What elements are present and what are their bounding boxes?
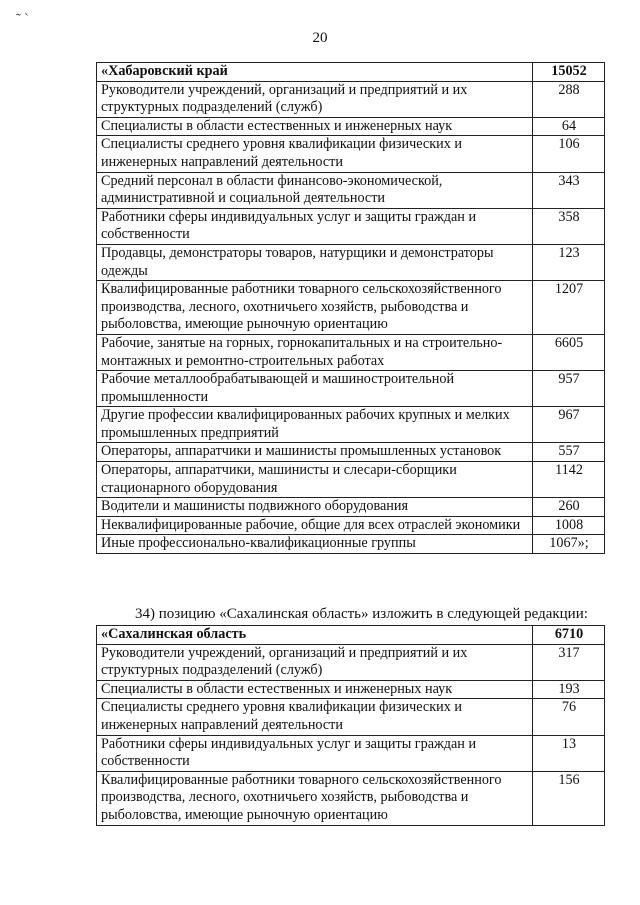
occupation-group-name: Средний персонал в области финансово-экономической, административной и социальной деятельности [97, 172, 533, 208]
table-row [97, 699, 605, 735]
occupation-group-name: Иные профессионально-квалификационные группы [97, 535, 533, 554]
occupation-group-name: Неквалифицированные рабочие, общие для всех отраслей экономики [97, 516, 533, 535]
table-row [97, 644, 605, 680]
occupation-group-name: Операторы, аппаратчики и машинисты промышленных установок [97, 443, 533, 462]
occupation-group-name: Специалисты среднего уровня квалификации физических и инженерных направлений деятельности [97, 136, 533, 172]
occupation-group-name: Другие профессии квалифицированных рабочих крупных и мелких промышленных предприятий [97, 407, 533, 443]
occupation-group-name: Операторы, аппаратчики, машинисты и слесари-сборщики стационарного оборудования [97, 462, 533, 498]
table-row [97, 443, 605, 462]
occupation-group-count: 1142 [533, 462, 605, 498]
table-row [97, 117, 605, 136]
occupation-group-count: 1207 [533, 281, 605, 335]
table-header-row [97, 63, 605, 82]
table-row [97, 462, 605, 498]
occupation-group-name: Рабочие, занятые на горных, горнокапитальных и на строительно-монтажных и ремонтно-строительных работах [97, 334, 533, 370]
occupation-group-count: 13 [533, 735, 605, 771]
occupation-group-count: 260 [533, 498, 605, 517]
table-row [97, 680, 605, 699]
region-name: «Хабаровский край [97, 63, 533, 82]
occupation-group-count: 64 [533, 117, 605, 136]
occupation-group-count: 967 [533, 407, 605, 443]
occupation-group-count: 288 [533, 81, 605, 117]
occupation-group-name: Руководители учреждений, организаций и предприятий и их структурных подразделений (служб) [97, 81, 533, 117]
table-row [97, 535, 605, 554]
table-row [97, 516, 605, 535]
table-row [97, 244, 605, 280]
table-row [97, 136, 605, 172]
table-row [97, 371, 605, 407]
table-row [97, 81, 605, 117]
occupation-group-count: 1008 [533, 516, 605, 535]
table-header-row [97, 626, 605, 645]
table-row [97, 498, 605, 517]
occupation-group-count: 193 [533, 680, 605, 699]
occupation-group-name: Квалифицированные работники товарного сельскохозяйственного производства, лесного, охотничьего хозяйств, рыбоводства и рыболовства, имеющие рыночную ориентацию [97, 281, 533, 335]
occupation-group-name: Продавцы, демонстраторы товаров, натурщики и демонстраторы одежды [97, 244, 533, 280]
table-row [97, 172, 605, 208]
region-total: 15052 [533, 63, 605, 82]
occupation-group-name: Работники сферы индивидуальных услуг и защиты граждан и собственности [97, 208, 533, 244]
occupation-group-name: Квалифицированные работники товарного сельскохозяйственного производства, лесного, охотничьего хозяйств, рыбоводства и рыболовства, имеющие рыночную ориентацию [97, 771, 533, 825]
table-row [97, 281, 605, 335]
table-row [97, 735, 605, 771]
scan-mark: ˜ ` [16, 12, 29, 27]
occupation-group-name: Специалисты среднего уровня квалификации физических и инженерных направлений деятельности [97, 699, 533, 735]
occupation-group-count: 1067»; [533, 535, 605, 554]
occupation-group-name: Работники сферы индивидуальных услуг и защиты граждан и собственности [97, 735, 533, 771]
occupation-group-count: 123 [533, 244, 605, 280]
occupation-group-count: 358 [533, 208, 605, 244]
occupation-group-count: 343 [533, 172, 605, 208]
table-row [97, 334, 605, 370]
page-number: 20 [312, 30, 328, 46]
occupation-group-count: 76 [533, 699, 605, 735]
occupation-group-count: 957 [533, 371, 605, 407]
region-total: 6710 [533, 626, 605, 645]
amendment-instruction: 34) позицию «Сахалинская область» изложить в следующей редакции: [135, 606, 588, 622]
table-row [97, 771, 605, 825]
region-table-sakhalin [96, 625, 605, 826]
occupation-group-name: Водители и машинисты подвижного оборудования [97, 498, 533, 517]
occupation-group-count: 317 [533, 644, 605, 680]
occupation-group-count: 6605 [533, 334, 605, 370]
occupation-group-count: 557 [533, 443, 605, 462]
occupation-group-name: Руководители учреждений, организаций и предприятий и их структурных подразделений (служб) [97, 644, 533, 680]
occupation-group-count: 106 [533, 136, 605, 172]
occupation-group-name: Специалисты в области естественных и инженерных наук [97, 680, 533, 699]
occupation-group-name: Специалисты в области естественных и инженерных наук [97, 117, 533, 136]
table-row [97, 407, 605, 443]
occupation-group-name: Рабочие металлообрабатывающей и машиностроительной промышленности [97, 371, 533, 407]
region-name: «Сахалинская область [97, 626, 533, 645]
region-table-khabarovsk [96, 62, 605, 554]
table-row [97, 208, 605, 244]
occupation-group-count: 156 [533, 771, 605, 825]
